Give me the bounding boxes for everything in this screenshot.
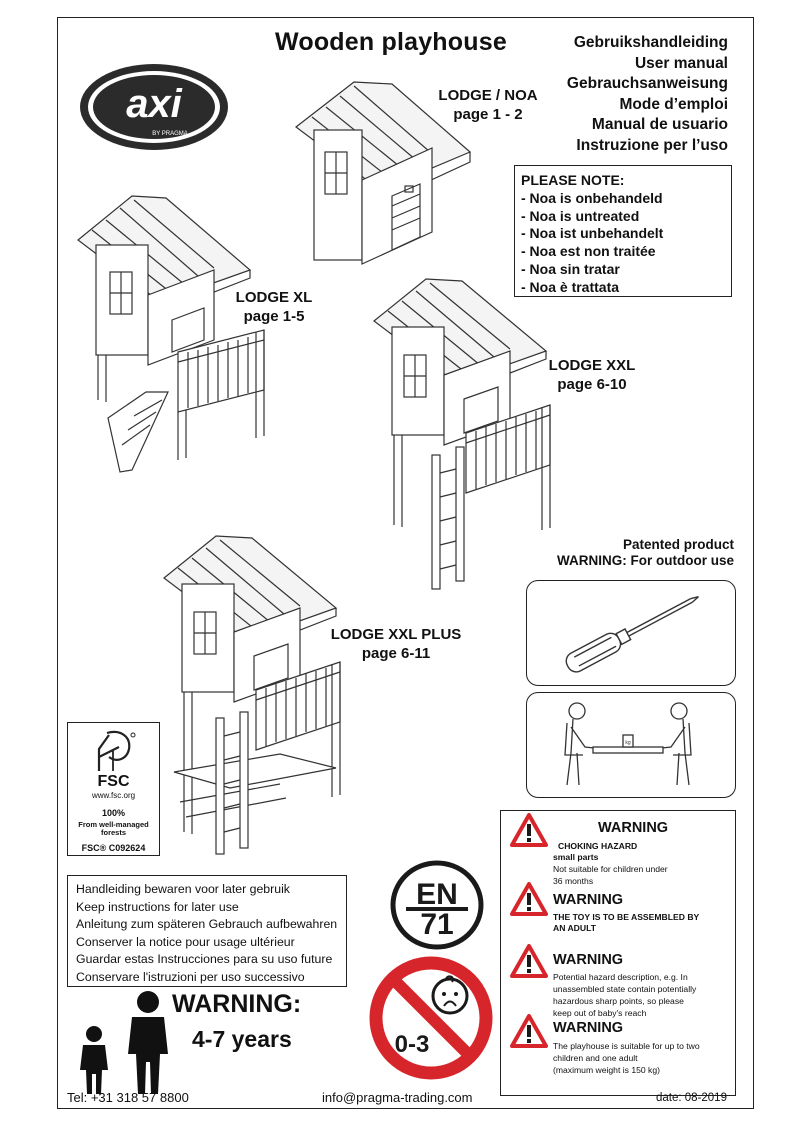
lang-it: Instruzione per l’uso: [576, 136, 728, 154]
tool-box-screwdriver: [526, 580, 736, 686]
lang-es: Manual de usuario: [591, 116, 728, 133]
note-heading: PLEASE NOTE:: [521, 172, 625, 188]
warning-4-text1: The playhouse is suitable for up to two: [553, 1041, 700, 1051]
lang-nl: Gebruikshandleiding: [573, 34, 728, 51]
warning-4-text3: (maximum weight is 150 kg): [553, 1065, 660, 1075]
lang-fr: Mode d’emploi: [619, 95, 728, 113]
keep-line: Conservare l'istruzioni per uso successivo: [76, 969, 305, 984]
lang-en: User manual: [634, 54, 728, 72]
warning-2-bold1: THE TOY IS TO BE ASSEMBLED BY: [553, 912, 700, 922]
warning-2-bold2: AN ADULT: [553, 923, 596, 933]
xxl-plus-name: LODGE XXL PLUS: [330, 626, 462, 643]
axi-logo: [78, 62, 230, 152]
warning-4-text2: children and one adult: [553, 1053, 638, 1063]
footer-email: info@pragma-trading.com: [322, 1090, 473, 1105]
warning-1-bold2: small parts: [553, 852, 599, 862]
keep-line: Keep instructions for later use: [76, 899, 239, 914]
fsc-code: FSC® C092624: [81, 843, 146, 853]
svg-text:kg: kg: [625, 740, 631, 746]
warning-1-bold1: CHOKING HAZARD: [558, 841, 638, 851]
page-title: Wooden playhouse: [275, 28, 507, 56]
label-xl: [232, 288, 316, 326]
warning-3-text2: unassembled state contain potentially: [553, 984, 697, 994]
noa-name: LODGE / NOA: [438, 87, 538, 104]
xxl-plus-pages: page 6-11: [361, 645, 431, 662]
note-line: - Noa è trattata: [521, 278, 620, 295]
playhouse-xxl-plus-illustration: [160, 532, 350, 860]
fsc-label: FSC: [97, 773, 130, 790]
keep-line: Conserver la notice pour usage ultérieur: [76, 934, 295, 949]
age-sign-label: 0-3: [394, 1031, 430, 1058]
lang-de: Gebrauchsanweisung: [566, 75, 728, 92]
xxl-name: LODGE XXL: [548, 357, 636, 374]
keep-line: Handleiding bewaren voor later gebruik: [76, 882, 290, 896]
age-0-3-prohibited-sign: [366, 954, 496, 1082]
warning-triangle-icon: [510, 944, 548, 978]
footer-phone: Tel: +31 318 57 8800: [67, 1090, 189, 1105]
warning-3-text1: Potential hazard description, e.g. In: [553, 972, 688, 982]
warning-3-text3: hazardous sharp points, so please: [553, 996, 684, 1006]
en71-line2: 71: [420, 908, 454, 941]
label-noa: [428, 86, 548, 124]
keep-line: Guardar estas Instrucciones para su uso future: [76, 952, 333, 967]
screwdriver-icon: [527, 581, 733, 683]
xxl-pages: page 6-10: [557, 376, 627, 393]
patent-line: Patented product: [622, 537, 734, 552]
warning-3-text4: keep out of baby's reach: [553, 1008, 647, 1018]
fsc-source: From well-managed forests: [78, 820, 149, 837]
note-line: - Noa est non traitée: [521, 243, 656, 260]
en71-badge: [390, 860, 484, 950]
fsc-url: www.fsc.org: [91, 791, 136, 800]
keep-instructions: [67, 875, 347, 987]
note-line: - Noa sin tratar: [521, 260, 620, 277]
note-line: - Noa ist unbehandelt: [521, 225, 664, 242]
xl-name: LODGE XL: [235, 289, 313, 306]
warning-triangle-icon: [510, 1014, 548, 1048]
fsc-certification: [67, 722, 160, 856]
xl-pages: page 1-5: [243, 308, 305, 325]
two-person-assembly-icon: [527, 693, 733, 795]
note-line: - Noa is untreated: [521, 207, 640, 224]
language-list: [548, 33, 728, 156]
en71-line1: EN: [416, 878, 458, 911]
age-warning-range: 4-7 years: [192, 1026, 292, 1052]
label-xxl-plus: [320, 625, 472, 663]
tool-box-two-person: [526, 692, 736, 798]
warning-3-title: WARNING: [553, 952, 624, 968]
fsc-percent: 100%: [101, 808, 126, 818]
warning-4-title: WARNING: [553, 1020, 624, 1036]
logo-text: axi: [126, 82, 182, 126]
age-warning-title: WARNING:: [172, 990, 302, 1018]
warning-2-title: WARNING: [553, 892, 624, 908]
children-silhouettes-icon: [68, 990, 176, 1096]
warning-1-title: WARNING: [598, 820, 669, 836]
keep-line: Anleitung zum späteren Gebrauch aufbewahren: [76, 917, 338, 932]
label-xxl: [540, 356, 644, 394]
patent-note: [520, 537, 734, 569]
warning-1-text2: 36 months: [553, 876, 594, 886]
footer-date: date: 08-2019: [656, 1092, 727, 1104]
outdoor-warning: WARNING: For outdoor use: [557, 553, 734, 568]
fsc-tree-icon: [69, 727, 159, 775]
warning-1-text1: Not suitable for children under: [553, 864, 668, 874]
note-line: - Noa is onbehandeld: [521, 189, 663, 206]
warning-triangle-icon: [510, 882, 548, 916]
playhouse-xl-illustration: [74, 190, 274, 480]
warning-triangle-icon: [510, 813, 548, 847]
noa-pages: page 1 - 2: [453, 106, 523, 123]
logo-tagline: BY PRAGMA: [152, 131, 188, 137]
